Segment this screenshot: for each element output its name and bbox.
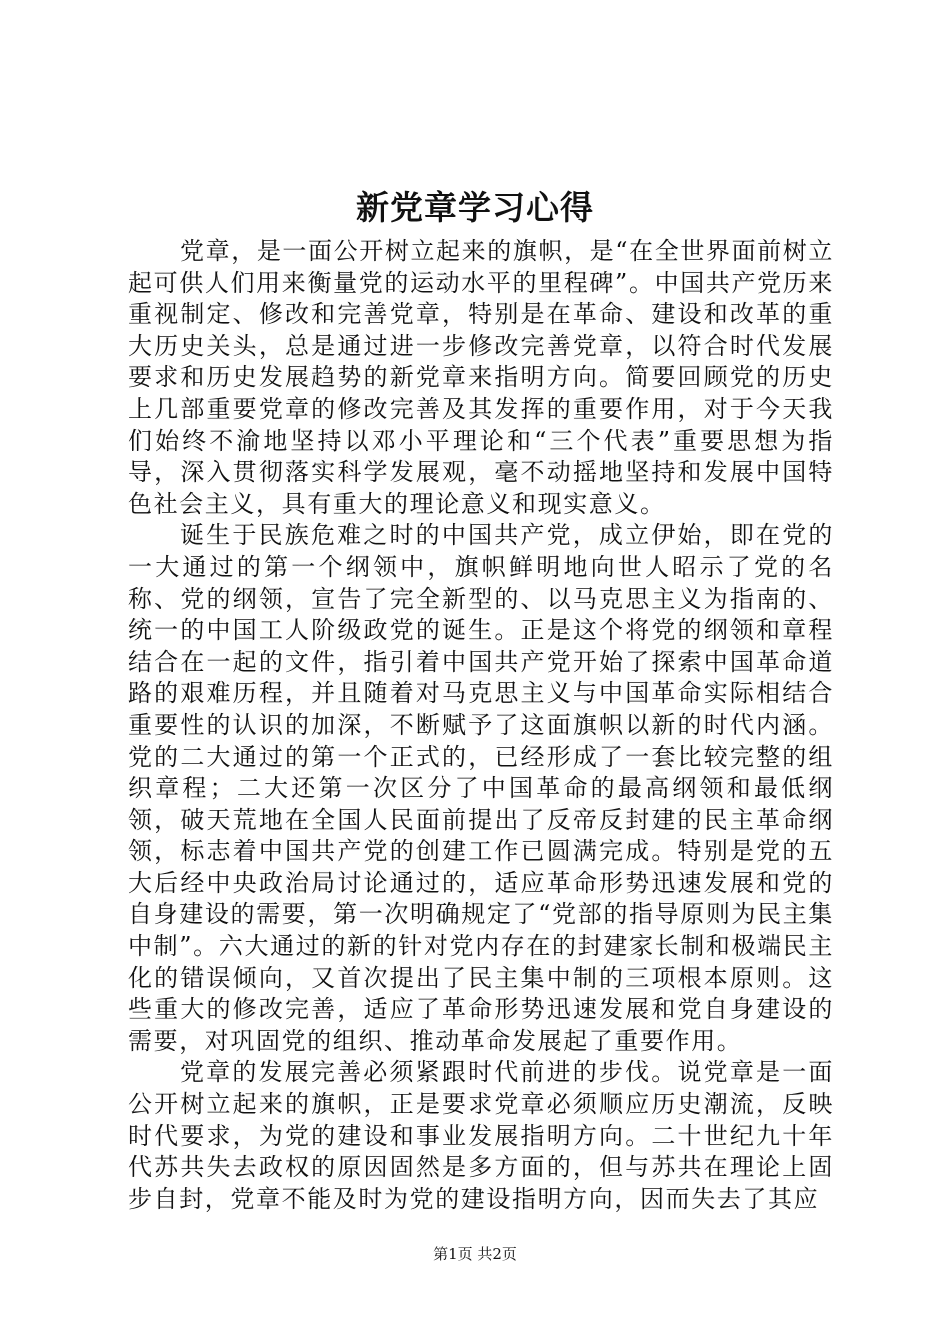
page-number-footer: 第1页 共2页 — [433, 1245, 517, 1263]
document-body — [128, 236, 834, 1215]
paragraph-1: 党章，是一面公开树立起来的旗帜，是“在全世界面前树立起可供人们用来衡量党的运动水平的里程碑”。中国共产党历来重视制定、修改和完善党章，特别是在革命、建设和改革的重大历史关头，总是通过进一步修改完善党章，以符合时代发展要求和历史发展趋势的新党章来指明方向。简要回顾党的历史上几部重要党章的修改完善及其发挥的重要作用，对于今天我们始终不渝地坚持以邓小平理论和“三个代表”重要思想为指导，深入贯彻落实科学发展观，毫不动摇地坚持和发展中国特色社会主义，具有重大的理论意义和现实意义。 — [128, 237, 834, 518]
document-title: 新党章学习心得 — [356, 188, 594, 227]
paragraph-3: 党章的发展完善必须紧跟时代前进的步伐。说党章是一面公开树立起来的旗帜，正是要求党章必须顺应历史潮流，反映时代要求，为党的建设和事业发展指明方向。二十世纪九十年代苏共失去政权的原因固然是多方面的，但与苏共在理论上固步自封，党章不能及时为党的建设指明方向，因而失去了其应 — [128, 1058, 834, 1213]
paragraph-2: 诞生于民族危难之时的中国共产党，成立伊始，即在党的一大通过的第一个纲领中，旗帜鲜明地向世人昭示了党的名称、党的纲领，宣告了完全新型的、以马克思主义为指南的、统一的中国工人阶级政党的诞生。正是这个将党的纲领和章程结合在一起的文件，指引着中国共产党开始了探索中国革命道路的艰难历程，并且随着对马克思主义与中国革命实际相结合重要性的认识的加深，不断赋予了这面旗帜以新的时代内涵。党的二大通过的第一个正式的，已经形成了一套比较完整的组织章程；二大还第一次区分了中国革命的最高纲领和最低纲领，破天荒地在全国人民面前提出了反帝反封建的民主革命纲领，标志着中国共产党的创建工作已圆满完成。特别是党的五大后经中央政治局讨论通过的，适应革命形势迅速发展和党的自身建设的需要，第一次明确规定了“党部的指导原则为民主集中制”。六大通过的新的针对党内存在的封建家长制和极端民主化的错误倾向，又首次提出了民主集中制的三项根本原则。这些重大的修改完善，适应了革命形势迅速发展和党自身建设的需要，对巩固党的组织、推动革命发展起了重要作用。 — [128, 521, 834, 1055]
